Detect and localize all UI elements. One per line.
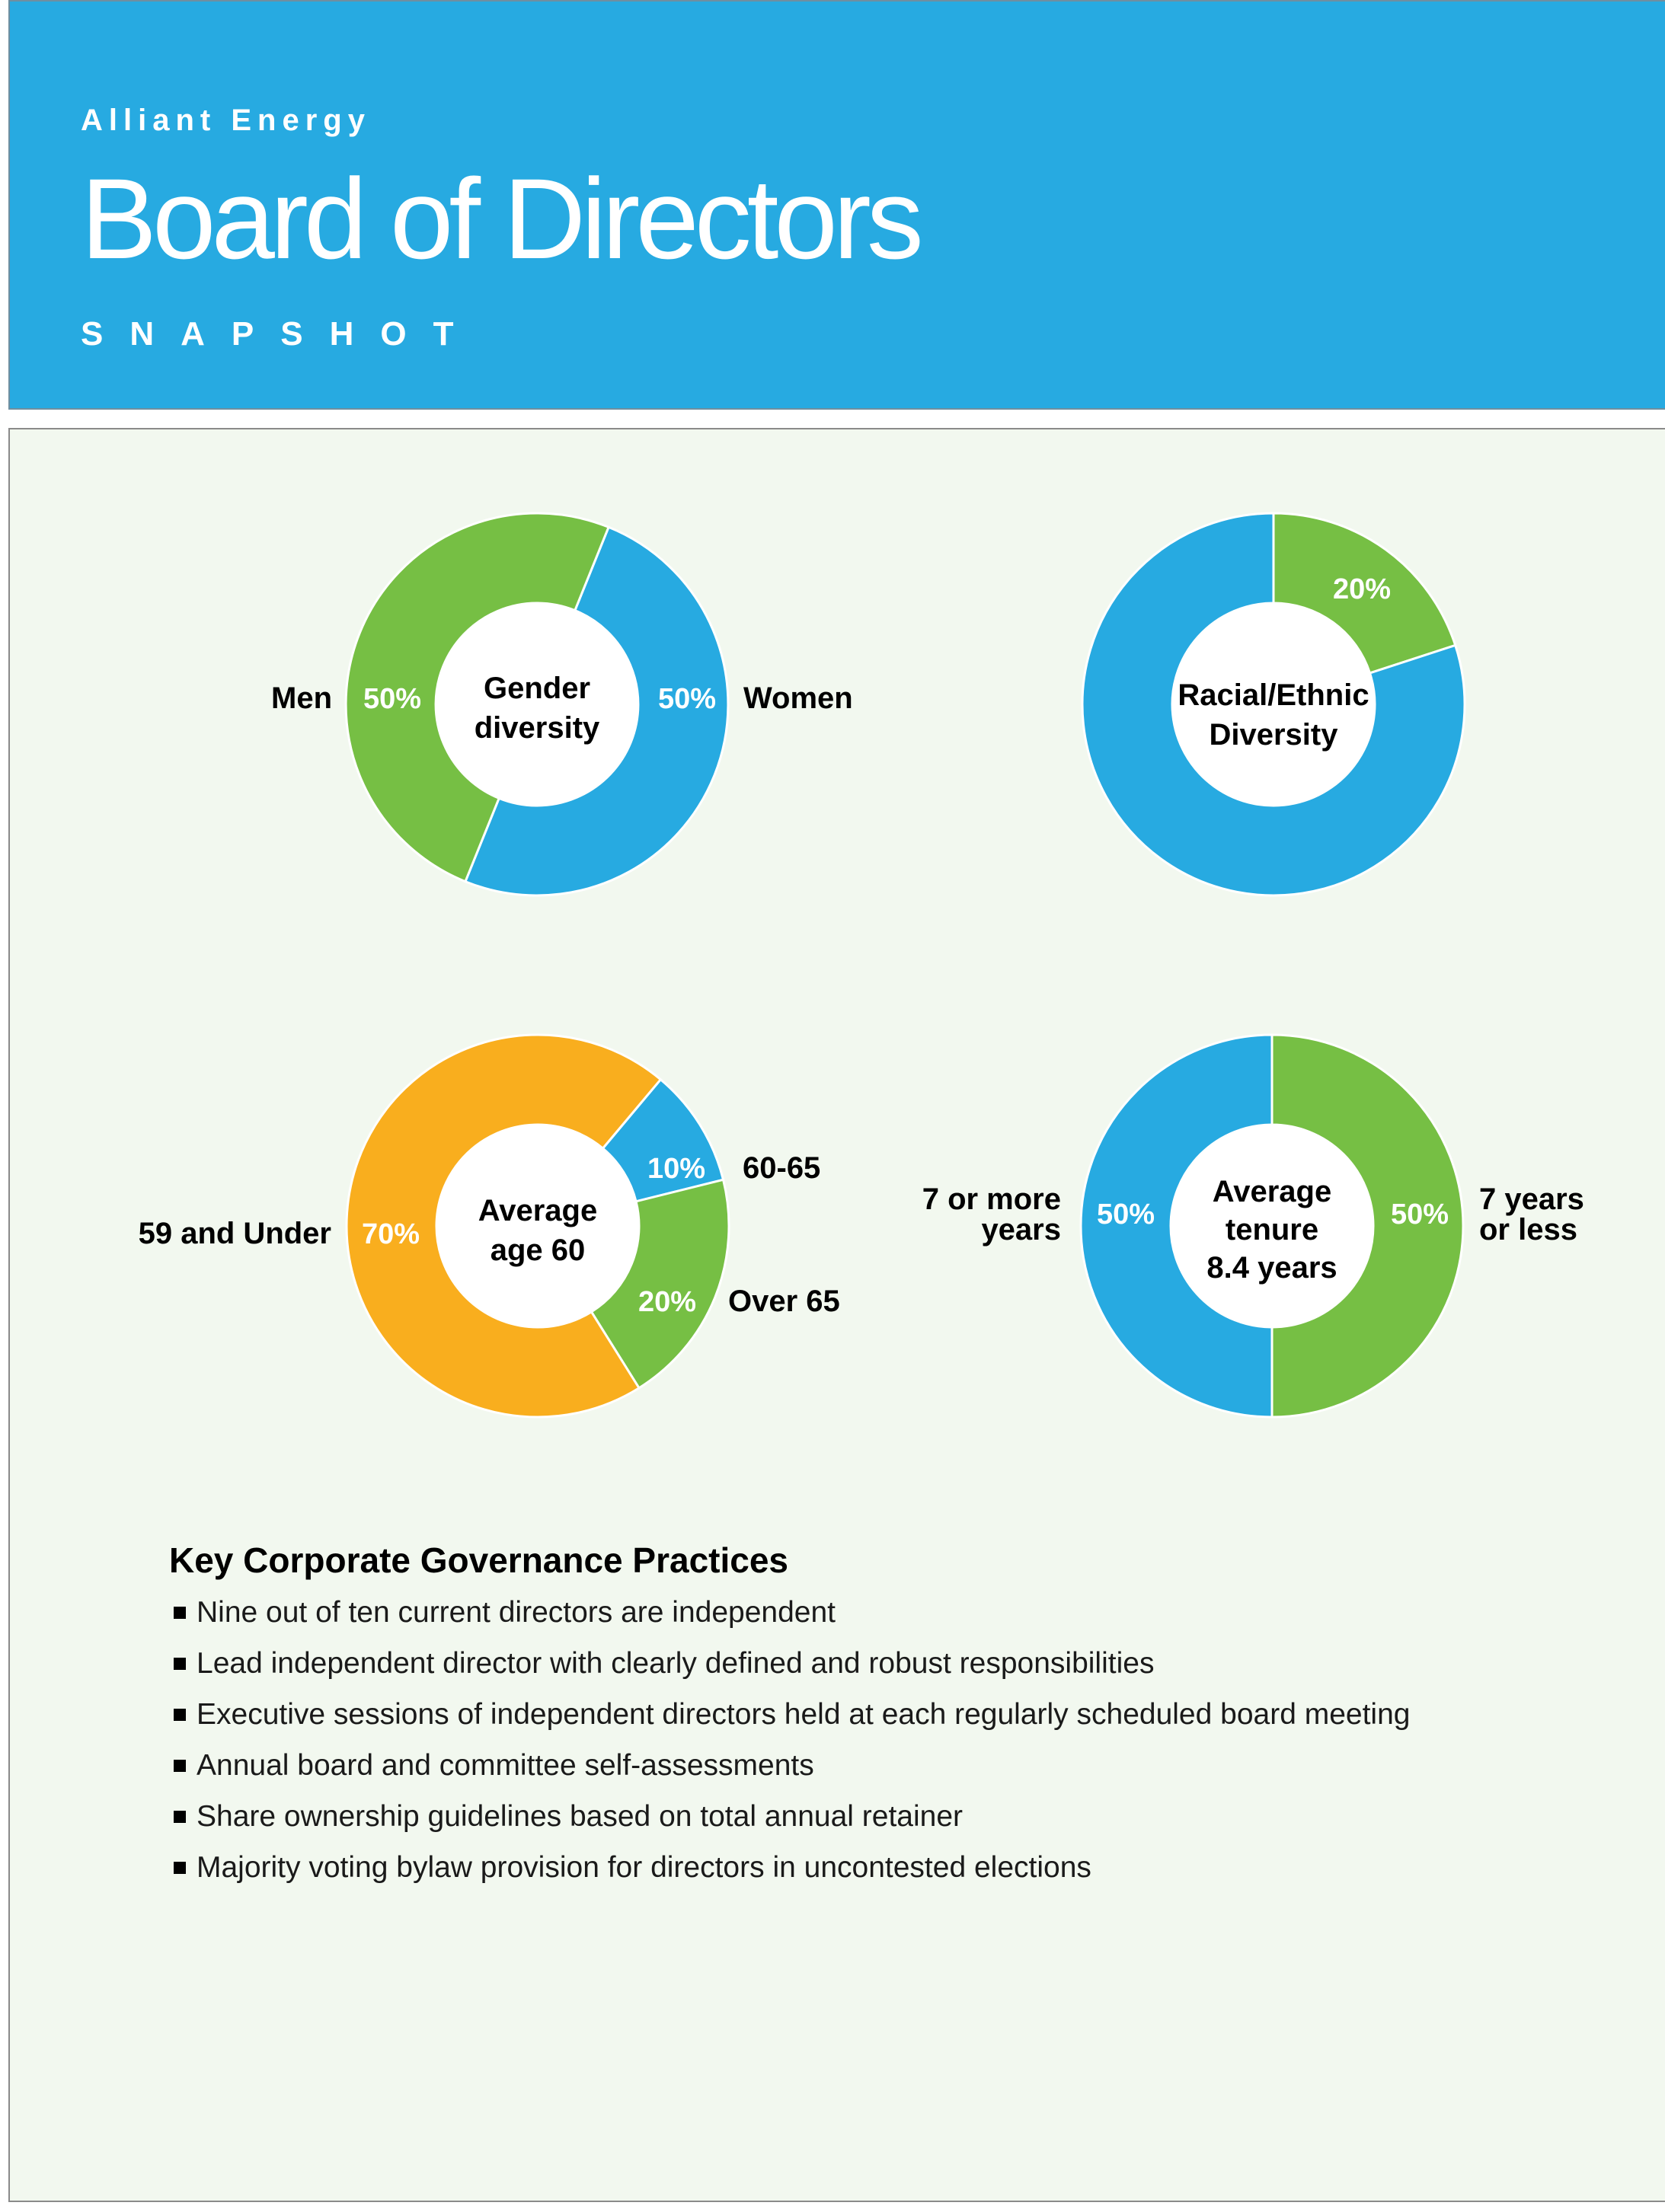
slice-value-over-65: 20%	[638, 1286, 697, 1318]
brand-name: Alliant Energy	[81, 104, 371, 137]
slice-label-7-or-less	[1479, 1183, 1584, 1246]
square-bullet-icon	[174, 1607, 186, 1619]
chart-gender-center-line-1: Gender	[483, 672, 591, 705]
page-title: Board of Directors	[81, 155, 919, 282]
chart-gender	[271, 513, 853, 895]
governance-item	[169, 1697, 1410, 1748]
governance-item-text: Nine out of ten current directors are independent	[197, 1596, 836, 1629]
governance-item	[169, 1748, 1410, 1799]
slice-label-men: Men	[271, 681, 332, 715]
slice-value-7-or-less: 50%	[1390, 1199, 1449, 1230]
square-bullet-icon	[174, 1760, 186, 1772]
lbl-more-line-1: 7 or more	[922, 1183, 1061, 1216]
slice-value-59-and-under: 70%	[361, 1218, 420, 1250]
chart-racial-center-line-1: Racial/Ethnic	[1178, 678, 1369, 712]
slice-label-over-65: Over 65	[728, 1285, 840, 1318]
lbl-less-line-1: 7 years	[1479, 1183, 1584, 1216]
chart-tenure	[922, 1035, 1584, 1417]
square-bullet-icon	[174, 1811, 186, 1823]
governance-item	[169, 1594, 1410, 1645]
chart-age-center-line-1: Average	[478, 1194, 598, 1227]
slice-value-racial-diverse: 20%	[1332, 573, 1392, 605]
chart-age	[139, 1035, 840, 1417]
slice-label-59-and-under: 59 and Under	[138, 1217, 331, 1250]
slice-value-60-65: 10%	[647, 1153, 706, 1185]
chart-tenure-center-line-2: tenure	[1225, 1213, 1319, 1246]
square-bullet-icon	[174, 1709, 186, 1721]
governance-item	[169, 1799, 1410, 1850]
chart-tenure-center-line-3: 8.4 years	[1206, 1251, 1337, 1285]
slice-label-women: Women	[743, 681, 853, 715]
governance-item-text: Share ownership guidelines based on total annual retainer	[197, 1800, 964, 1833]
governance-item-text: Annual board and committee self-assessments	[197, 1749, 814, 1782]
governance-item	[169, 1645, 1410, 1697]
slice-value-7-or-more: 50%	[1096, 1199, 1155, 1230]
chart-gender-center-line-2: diversity	[474, 711, 600, 745]
governance-title: Key Corporate Governance Practices	[169, 1540, 789, 1580]
governance-item-text: Executive sessions of independent directors held at each regularly scheduled board meeting	[197, 1698, 1411, 1731]
governance-section	[169, 1540, 1410, 1901]
page-subtitle: SNAPSHOT	[81, 315, 481, 353]
chart-age-center-line-2: age 60	[490, 1234, 586, 1267]
chart-racial-center-line-2: Diversity	[1209, 718, 1338, 752]
square-bullet-icon	[174, 1862, 186, 1874]
governance-item-text: Lead independent director with clearly defined and robust responsibilities	[197, 1647, 1155, 1680]
chart-racial-ethnic	[1082, 513, 1465, 895]
lbl-more-line-2: years	[981, 1213, 1061, 1246]
slice-value-women: 50%	[657, 683, 717, 715]
slice-label-7-or-more	[922, 1183, 1061, 1246]
governance-list	[169, 1594, 1410, 1901]
governance-item	[169, 1850, 1410, 1901]
slice-label-60-65: 60-65	[743, 1151, 821, 1185]
square-bullet-icon	[174, 1658, 186, 1670]
governance-item-text: Majority voting bylaw provision for directors in uncontested elections	[197, 1851, 1091, 1884]
lbl-less-line-2: or less	[1479, 1213, 1577, 1246]
slice-value-men: 50%	[363, 683, 422, 715]
chart-tenure-center-line-1: Average	[1212, 1175, 1332, 1208]
